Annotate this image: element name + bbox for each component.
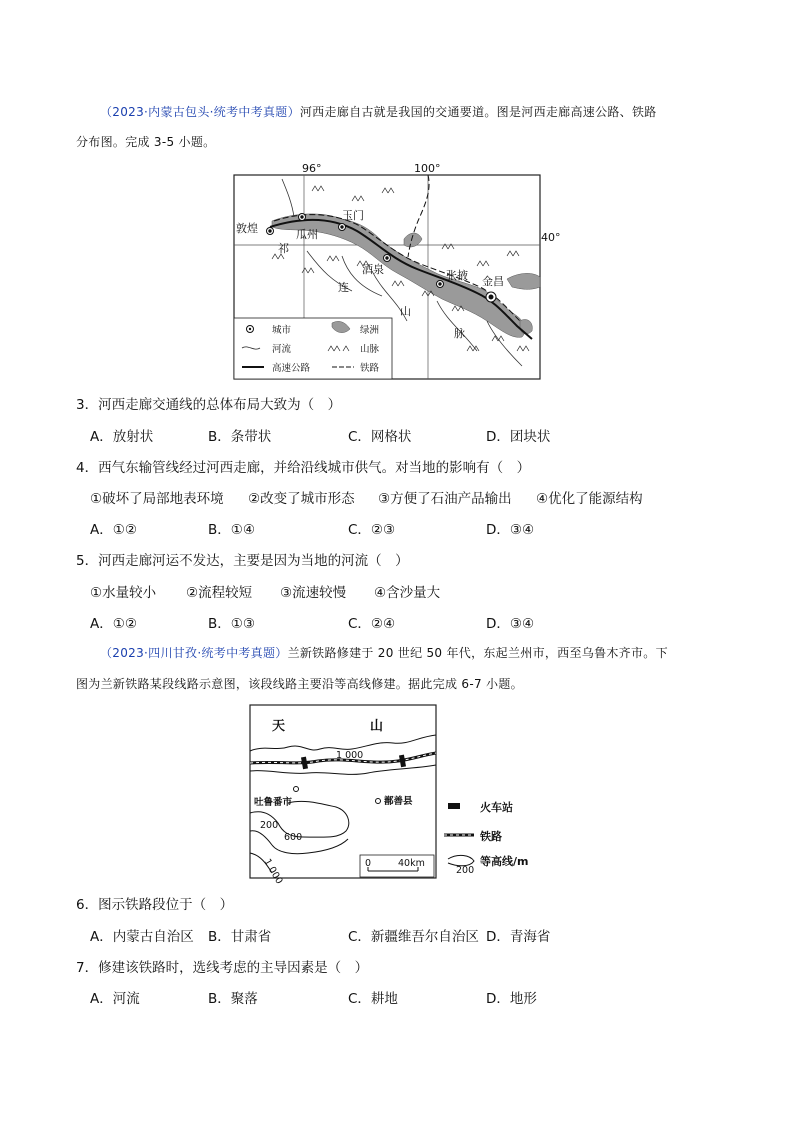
lanxin-railway-map xyxy=(248,703,578,887)
intro-2-line-2: 图为兰新铁路某段线路示意图，该段线路主要沿等高线修建。据此完成 6-7 小题。 xyxy=(76,677,523,691)
place-turpan: 吐鲁番市 xyxy=(254,797,293,808)
q6-option-d[interactable]: D．青海省 xyxy=(486,929,551,945)
question-5-stem: 5．河西走廊河运不发达，主要是因为当地的河流（ ） xyxy=(76,553,409,569)
q4-statement-1: ①破坏了局部地表环境 xyxy=(90,491,224,507)
legend-city: 城市 xyxy=(272,325,292,336)
intro-1-source: （2023·内蒙古包头·统考中考真题） xyxy=(100,105,300,119)
city-yumen: 玉门 xyxy=(342,209,364,222)
question-7-stem: 7．修建该铁路时，选线考虑的主导因素是（ ） xyxy=(76,960,369,976)
city-guazhou: 瓜州 xyxy=(296,228,318,241)
q5-statement-3: ③流速较慢 xyxy=(280,585,347,601)
intro-1-line-2: 分布图。完成 3-5 小题。 xyxy=(76,135,216,149)
q5-option-b[interactable]: B．①③ xyxy=(208,616,255,632)
q3-option-a[interactable]: A．放射状 xyxy=(90,429,154,445)
q6-option-a[interactable]: A．内蒙古自治区 xyxy=(90,929,194,945)
legend-oasis: 绿洲 xyxy=(360,325,380,336)
city-zhangye: 张掖 xyxy=(446,269,468,282)
q5-statement-2: ②流程较短 xyxy=(186,585,253,601)
lon-label-100: 100° xyxy=(414,162,441,175)
contour-label-1000-b: 1 000 xyxy=(261,857,285,887)
q6-option-c[interactable]: C．新疆维吾尔自治区 xyxy=(348,929,479,945)
contour-label-1000-a: 1 000 xyxy=(336,750,364,761)
q3-option-b[interactable]: B．条带状 xyxy=(208,429,272,445)
q7-option-d[interactable]: D．地形 xyxy=(486,991,537,1007)
legend-railway-2: 铁路 xyxy=(480,830,502,843)
q6-option-b[interactable]: B．甘肃省 xyxy=(208,929,272,945)
intro-2-text: 兰新铁路修建于 20 世纪 50 年代，东起兰州市，西至乌鲁木齐市。下 xyxy=(287,646,668,660)
intro-1-text: 河西走廊自古就是我国的交通要道。图是河西走廊高速公路、铁路 xyxy=(299,105,657,119)
lat-label-40: 40° xyxy=(541,231,561,244)
city-jiuquan: 酒泉 xyxy=(362,263,384,276)
legend-river: 河流 xyxy=(272,344,292,355)
legend-mountain: 山脉 xyxy=(360,344,380,355)
q5-statement-1: ①水量较小 xyxy=(90,585,157,601)
scale-zero: 0 xyxy=(365,858,372,869)
range-char-mai: 脉 xyxy=(454,327,465,340)
q4-option-b[interactable]: B．①④ xyxy=(208,522,255,538)
q5-option-a[interactable]: A．①② xyxy=(90,616,137,632)
range-char-lian: 连 xyxy=(338,281,349,294)
legend-contour: 等高线/m xyxy=(480,855,529,868)
contour-label-600: 600 xyxy=(284,832,303,843)
q7-option-c[interactable]: C．耕地 xyxy=(348,991,398,1007)
q4-option-c[interactable]: C．②③ xyxy=(348,522,396,538)
q4-statement-4: ④优化了能源结构 xyxy=(536,491,643,507)
hexi-corridor-map xyxy=(232,161,561,381)
scale-distance: 40km xyxy=(398,858,425,869)
map-legend xyxy=(234,318,392,379)
q4-statement-3: ③方便了石油产品输出 xyxy=(378,491,512,507)
q3-option-d[interactable]: D．团块状 xyxy=(486,429,551,445)
intro-1-line-1 xyxy=(100,103,657,120)
q7-option-a[interactable]: A．河流 xyxy=(90,991,140,1007)
q4-statement-2: ②改变了城市形态 xyxy=(248,491,355,507)
lon-label-96: 96° xyxy=(302,162,322,175)
q5-statement-4: ④含沙量大 xyxy=(374,585,441,601)
question-6-stem: 6．图示铁路段位于（ ） xyxy=(76,897,234,913)
q4-option-a[interactable]: A．①② xyxy=(90,522,137,538)
legend-contour-value: 200 xyxy=(456,865,475,876)
legend-railway: 铁路 xyxy=(360,363,380,374)
q3-option-c[interactable]: C．网格状 xyxy=(348,429,412,445)
question-4-stem: 4．西气东输管线经过河西走廊，并给沿线城市供气。对当地的影响有（ ） xyxy=(76,460,531,476)
range-char-tian: 天 xyxy=(272,719,286,734)
city-jinchang: 金昌 xyxy=(482,275,504,288)
intro-2-line-1 xyxy=(100,644,668,661)
q4-option-d[interactable]: D．③④ xyxy=(486,522,535,538)
city-dunhuang: 敦煌 xyxy=(236,222,258,235)
q5-option-c[interactable]: C．②④ xyxy=(348,616,396,632)
contour-label-200: 200 xyxy=(260,820,279,831)
range-char-qi: 祁 xyxy=(278,242,289,255)
range-char-shan2: 山 xyxy=(370,719,384,734)
legend-station: 火车站 xyxy=(480,801,513,814)
legend-highway: 高速公路 xyxy=(272,363,311,374)
q5-option-d[interactable]: D．③④ xyxy=(486,616,535,632)
intro-2-source: （2023·四川甘孜·统考中考真题） xyxy=(100,646,288,660)
q7-option-b[interactable]: B．聚落 xyxy=(208,991,258,1007)
range-char-shan: 山 xyxy=(400,305,411,318)
place-shanshan: 鄯善县 xyxy=(384,796,413,807)
question-3-stem: 3．河西走廊交通线的总体布局大致为（ ） xyxy=(76,397,342,413)
